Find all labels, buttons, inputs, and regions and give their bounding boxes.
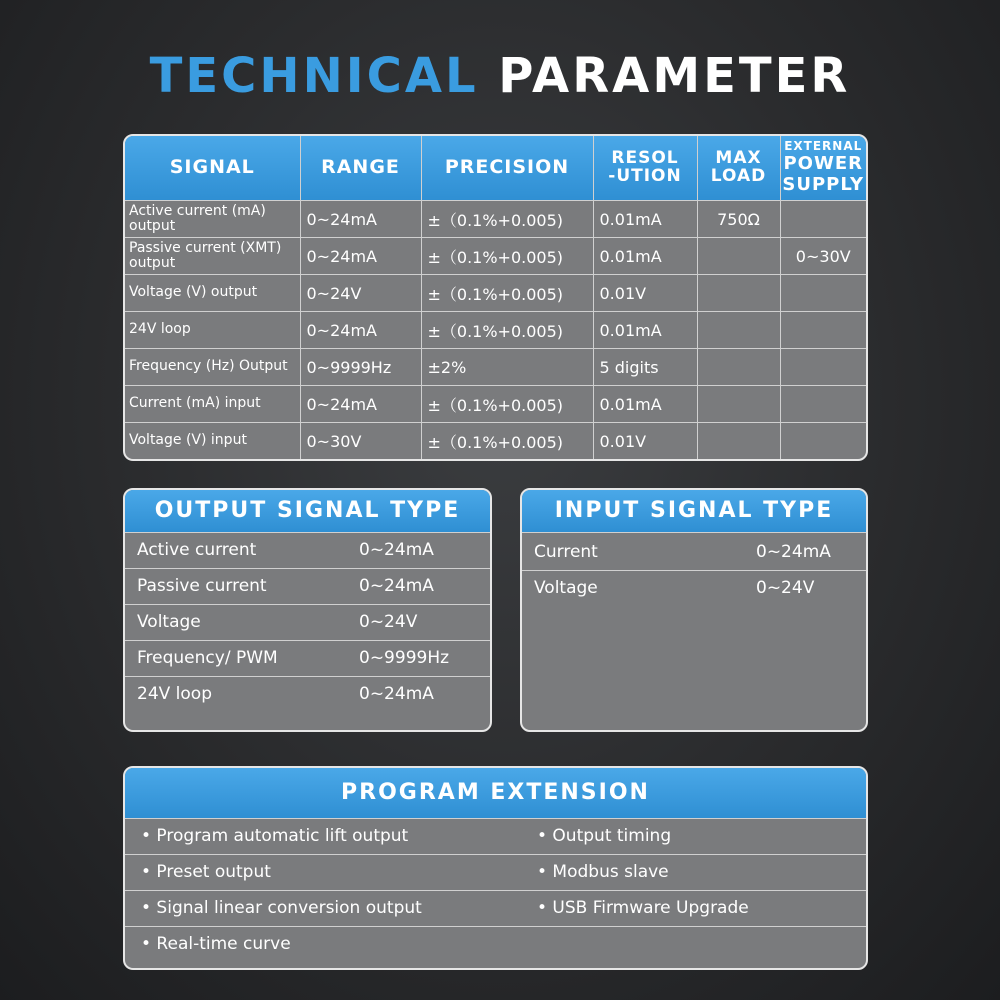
output-signal-name: Frequency/ PWM [137, 648, 278, 668]
page-title [0, 48, 1000, 104]
cell-max-load [697, 312, 780, 349]
header-external-line3: SUPPLY [782, 173, 865, 195]
header-resolution-line1: RESOL [611, 148, 679, 169]
output-signal-name: Voltage [137, 612, 201, 632]
header-precision: PRECISION [421, 136, 593, 201]
input-signal-row [522, 535, 866, 571]
output-signal-range: 0~9999Hz [359, 648, 450, 668]
output-signal-range: 0~24mA [359, 576, 434, 596]
cell-power [780, 275, 866, 312]
header-range: RANGE [300, 136, 421, 201]
output-signal-name: Passive current [137, 576, 267, 596]
input-signal-panel [520, 488, 868, 732]
program-extension-row [125, 855, 866, 891]
cell-signal: Current (mA) input [125, 386, 300, 423]
spec-row [125, 423, 866, 460]
program-extension-panel [123, 766, 868, 970]
output-signal-row [125, 677, 490, 712]
cell-max-load [697, 275, 780, 312]
cell-power [780, 386, 866, 423]
cell-range: 0~24mA [300, 238, 421, 275]
input-signal-row [522, 571, 866, 606]
program-extension-title: PROGRAM EXTENSION [125, 768, 866, 819]
program-feature: • Signal linear conversion output [141, 898, 422, 918]
cell-precision: ±（0.1%+0.005) [421, 275, 593, 312]
header-max-load-line1: MAX [715, 148, 762, 169]
cell-signal: 24V loop [125, 312, 300, 349]
header-signal: SIGNAL [125, 136, 300, 201]
spec-row [125, 238, 866, 275]
cell-signal: Voltage (V) output [125, 275, 300, 312]
header-resolution-line2: -UTION [608, 166, 682, 186]
cell-power [780, 423, 866, 460]
cell-resolution: 0.01V [593, 423, 697, 460]
cell-precision: ±（0.1%+0.005) [421, 386, 593, 423]
output-signal-row [125, 641, 490, 677]
cell-precision: ±（0.1%+0.005) [421, 312, 593, 349]
cell-signal: Active current (mA) output [125, 201, 300, 238]
spec-table-panel [123, 134, 868, 461]
cell-max-load: 750Ω [697, 201, 780, 238]
cell-range: 0~24mA [300, 312, 421, 349]
cell-resolution: 0.01mA [593, 238, 697, 275]
cell-resolution: 5 digits [593, 349, 697, 386]
header-external-line2: POWER [783, 153, 863, 175]
output-signal-name: 24V loop [137, 684, 212, 704]
output-signal-panel [123, 488, 492, 732]
cell-max-load [697, 386, 780, 423]
program-feature: • Output timing [537, 826, 672, 846]
cell-resolution: 0.01V [593, 275, 697, 312]
spec-row [125, 312, 866, 349]
cell-precision: ±（0.1%+0.005) [421, 238, 593, 275]
cell-resolution: 0.01mA [593, 386, 697, 423]
header-max-load-line2: LOAD [710, 166, 767, 186]
cell-signal: Passive current (XMT) output [125, 238, 300, 275]
program-feature: • Real-time curve [141, 934, 291, 954]
cell-range: 0~9999Hz [300, 349, 421, 386]
header-max-load [697, 136, 780, 201]
output-signal-row [125, 533, 490, 569]
cell-resolution: 0.01mA [593, 201, 697, 238]
spec-row [125, 201, 866, 238]
spec-row [125, 349, 866, 386]
program-feature: • Program automatic lift output [141, 826, 409, 846]
input-signal-name: Current [534, 542, 598, 562]
output-signal-title: OUTPUT SIGNAL TYPE [125, 490, 490, 533]
cell-resolution: 0.01mA [593, 312, 697, 349]
output-signal-row [125, 605, 490, 641]
cell-precision: ±（0.1%+0.005) [421, 201, 593, 238]
title-part-1: TECHNICAL [149, 48, 479, 104]
cell-range: 0~24V [300, 275, 421, 312]
cell-precision: ±2% [421, 349, 593, 386]
spec-table [125, 136, 866, 459]
output-signal-row [125, 569, 490, 605]
cell-power [780, 312, 866, 349]
cell-precision: ±（0.1%+0.005) [421, 423, 593, 460]
header-resolution [593, 136, 697, 201]
cell-range: 0~24mA [300, 386, 421, 423]
program-extension-row [125, 891, 866, 927]
cell-power [780, 201, 866, 238]
cell-max-load [697, 423, 780, 460]
input-signal-name: Voltage [534, 578, 598, 598]
input-signal-title: INPUT SIGNAL TYPE [522, 490, 866, 533]
input-signal-range: 0~24mA [756, 542, 831, 562]
cell-range: 0~24mA [300, 201, 421, 238]
output-signal-range: 0~24V [359, 612, 418, 632]
program-feature: • Preset output [141, 862, 271, 882]
header-external-power [780, 136, 866, 201]
spec-header-row [125, 136, 866, 201]
output-signal-name: Active current [137, 540, 257, 560]
output-signal-range: 0~24mA [359, 540, 434, 560]
cell-power: 0~30V [780, 238, 866, 275]
spec-row [125, 386, 866, 423]
input-signal-range: 0~24V [756, 578, 815, 598]
cell-signal: Voltage (V) input [125, 423, 300, 460]
output-signal-range: 0~24mA [359, 684, 434, 704]
title-part-2: PARAMETER [498, 48, 851, 104]
cell-power [780, 349, 866, 386]
cell-signal: Frequency (Hz) Output [125, 349, 300, 386]
spec-row [125, 275, 866, 312]
program-feature: • Modbus slave [537, 862, 669, 882]
header-external-line1: EXTERNAL [784, 139, 863, 154]
cell-max-load [697, 349, 780, 386]
cell-range: 0~30V [300, 423, 421, 460]
cell-max-load [697, 238, 780, 275]
program-extension-row [125, 927, 866, 962]
program-feature: • USB Firmware Upgrade [537, 898, 749, 918]
program-extension-row [125, 819, 866, 855]
